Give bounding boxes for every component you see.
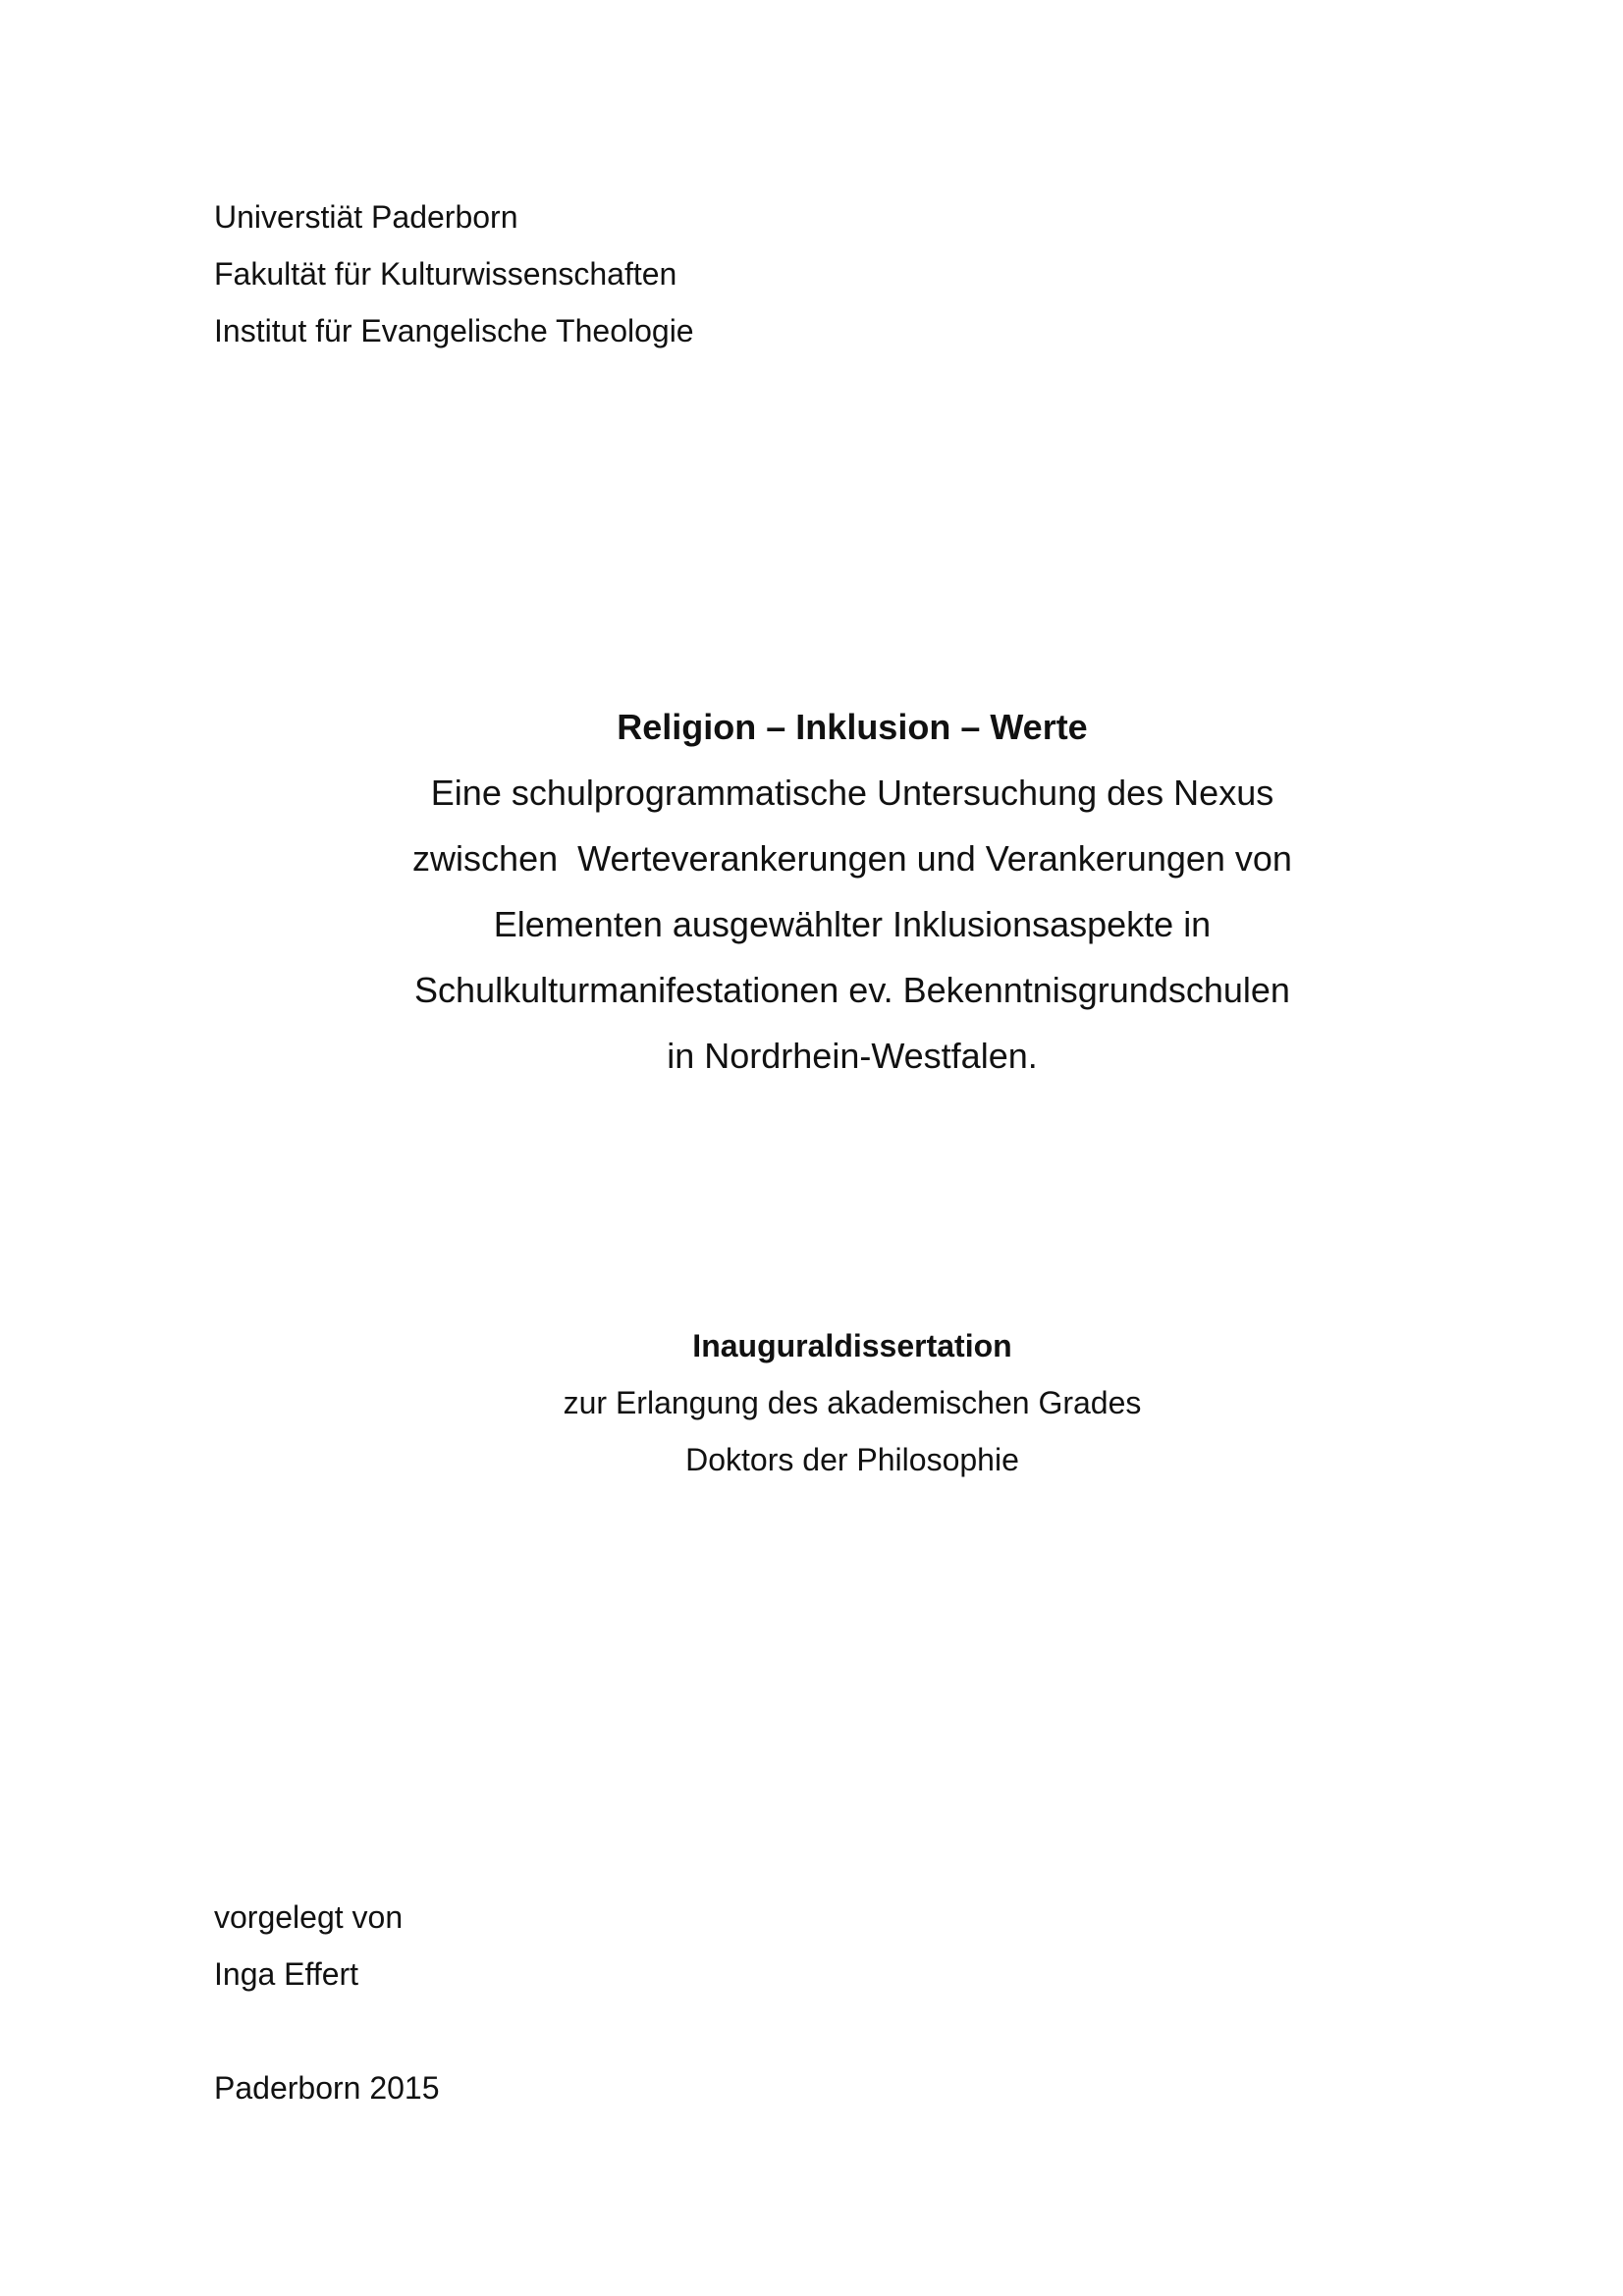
faculty-name: Fakultät für Kulturwissenschaften (214, 256, 677, 292)
author-name: Inga Effert (214, 1956, 359, 1992)
author-block (214, 1889, 403, 2002)
degree-purpose: zur Erlangung des akademischen Grades (563, 1385, 1142, 1420)
subtitle-line: Schulkulturmanifestationen ev. Bekenntnisgrundschulen (414, 970, 1290, 1010)
subtitle-line: zwischen Werteverankerungen und Verankerungen von (412, 838, 1292, 879)
place-year: Paderborn 2015 (214, 2070, 440, 2106)
dissertation-heading: Inauguraldissertation (692, 1328, 1012, 1363)
title-block (312, 695, 1392, 1089)
subtitle-line: Eine schulprogrammatische Untersuchung des Nexus (430, 773, 1274, 813)
degree-name: Doktors der Philosophie (685, 1442, 1019, 1477)
university-name: Universtiät Paderborn (214, 199, 518, 235)
institute-name: Institut für Evangelische Theologie (214, 313, 694, 348)
dissertation-block (410, 1317, 1294, 1488)
main-title: Religion – Inklusion – Werte (617, 707, 1088, 747)
institution-block (214, 188, 694, 359)
subtitle-line: in Nordrhein-Westfalen. (667, 1036, 1038, 1076)
submitted-by-label: vorgelegt von (214, 1899, 404, 1935)
subtitle-line: Elementen ausgewählter Inklusionsaspekte in (493, 904, 1212, 944)
